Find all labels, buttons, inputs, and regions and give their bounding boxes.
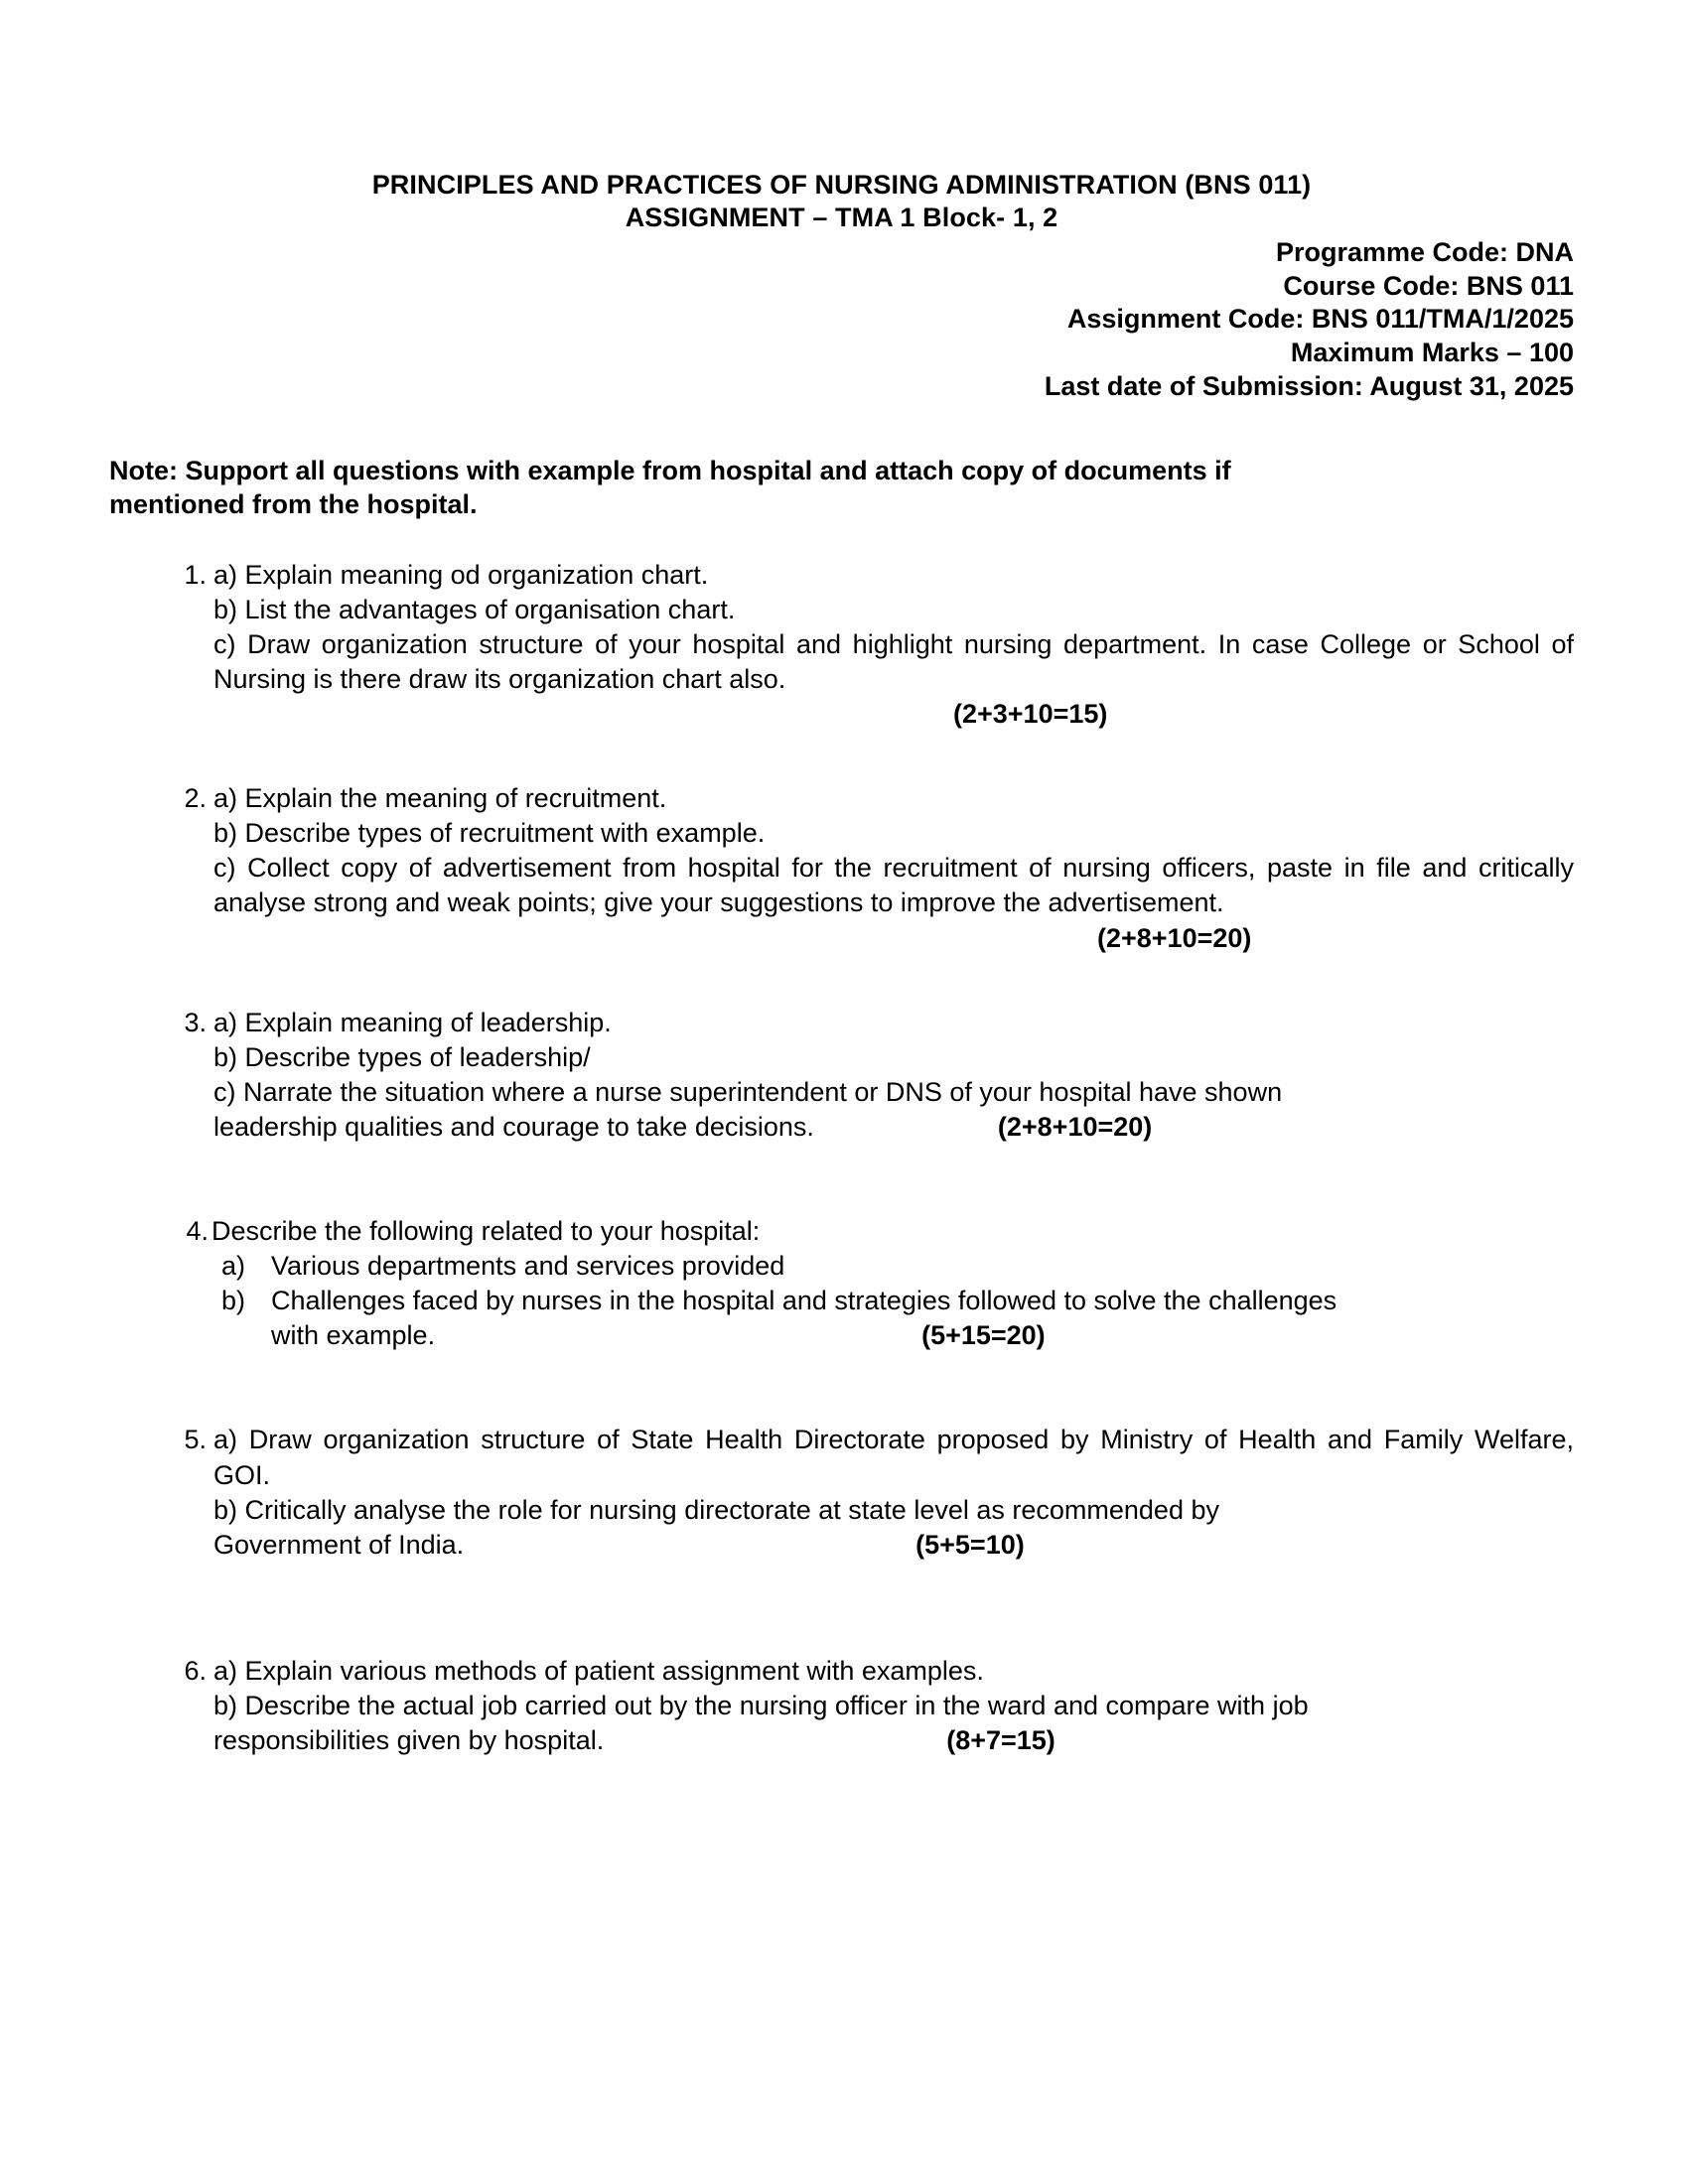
question-6-part-b-line-2: responsibilities given by hospital. <box>213 1724 605 1755</box>
question-1-part-b: b) List the advantages of organisation chart. <box>213 594 736 624</box>
spacer <box>109 1383 1574 1423</box>
question-4-sublist <box>211 1249 1574 1353</box>
question-item-5 <box>109 1423 1574 1562</box>
question-1-part-a: a) Explain meaning od organization chart. <box>213 559 709 590</box>
question-body-6 <box>213 1654 1574 1758</box>
question-4-sub-text-b-line-2-row <box>271 1318 1574 1353</box>
question-3-part-a: a) Explain meaning of leadership. <box>213 1007 612 1037</box>
assignment-code: Assignment Code: BNS 011/TMA/1/2025 <box>1066 304 1574 335</box>
question-6-part-b-line-1: b) Describe the actual job carried out by the nursing officer in the ward and compare with job <box>213 1690 1309 1720</box>
course-code: Course Code: BNS 011 <box>1283 270 1574 301</box>
question-number-5: 5. <box>184 1425 207 1455</box>
question-number-2: 2. <box>184 783 207 814</box>
question-5-part-b-line-1: b) Critically analyse the role for nursing directorate at state level as recommended by <box>213 1494 1219 1525</box>
question-1-part-c: c) Draw organization structure of your hospital and highlight nursing department. In case College or School of Nursing is there draw its organization chart also. <box>213 628 1574 694</box>
question-4-sub-text-a: Various departments and services provided <box>271 1251 785 1282</box>
question-body-5 <box>213 1423 1574 1562</box>
document-title-line-2: ASSIGNMENT – TMA 1 Block- 1, 2 <box>625 202 1058 232</box>
question-5-part-b-line-2: Government of India. <box>213 1529 465 1560</box>
question-3-part-c-line-2: leadership qualities and courage to take decisions. <box>213 1111 814 1142</box>
question-item-1 <box>109 558 1574 732</box>
spacer <box>109 761 1574 781</box>
question-number-6: 6. <box>184 1655 207 1686</box>
question-4-stem: Describe the following related to your hospital: <box>211 1216 761 1247</box>
document-header <box>109 169 1574 234</box>
note-line-2: mentioned from the hospital. <box>109 489 478 520</box>
note-paragraph <box>109 454 1574 522</box>
question-1-marks: (2+3+10=15) <box>953 699 1108 730</box>
question-item-3 <box>109 1006 1574 1145</box>
question-4-sub-item-a <box>211 1249 1574 1284</box>
spacer <box>109 1592 1574 1654</box>
question-number-4: 4. <box>186 1216 209 1247</box>
questions-list <box>109 558 1574 1758</box>
spacer <box>109 986 1574 1006</box>
question-body-3 <box>213 1006 1574 1145</box>
question-item-6 <box>109 1654 1574 1758</box>
question-5-part-b-line-2-row <box>213 1528 1574 1563</box>
question-3-part-b: b) Describe types of leadership/ <box>213 1041 591 1072</box>
question-2-part-a: a) Explain the meaning of recruitment. <box>213 783 667 814</box>
question-2-part-c: c) Collect copy of advertisement from hospital for the recruitment of nursing officers, paste in file and critically analyse strong and weak points; give your suggestions to improve the advertisement. <box>213 853 1574 918</box>
question-5-part-a: a) Draw organization structure of State Health Directorate proposed by Ministry of Health and Family Welfare, GOI. <box>213 1425 1574 1490</box>
programme-code: Programme Code: DNA <box>1275 236 1574 267</box>
note-line-1: Note: Support all questions with example from hospital and attach copy of documents if <box>109 455 1231 485</box>
question-4-sub-text-b-line-1: Challenges faced by nurses in the hospital and strategies followed to solve the challenges <box>271 1286 1337 1316</box>
question-3-marks: (2+8+10=20) <box>997 1111 1153 1142</box>
question-number-3: 3. <box>184 1007 207 1037</box>
document-content <box>109 169 1574 1788</box>
question-4-sub-text-b-line-2: with example. <box>271 1320 436 1351</box>
question-4-sub-label-b: b) <box>221 1286 246 1316</box>
question-2-part-b: b) Describe types of recruitment with example. <box>213 818 766 849</box>
document-title-line-1: PRINCIPLES AND PRACTICES OF NURSING ADMINISTRATION (BNS 011) <box>371 170 1312 200</box>
question-3-part-c-line-2-row <box>213 1110 1574 1145</box>
question-item-2 <box>109 781 1574 955</box>
question-6-part-a: a) Explain various methods of patient assignment with examples. <box>213 1655 984 1686</box>
question-4-sub-item-b <box>211 1284 1574 1353</box>
spacer <box>109 1174 1574 1214</box>
question-4-sub-label-a: a) <box>221 1251 246 1282</box>
question-body-4 <box>211 1214 1574 1353</box>
question-number-1: 1. <box>184 559 207 590</box>
question-body-2 <box>213 781 1574 955</box>
question-6-part-b-line-2-row <box>213 1723 1574 1758</box>
question-4-marks: (5+15=20) <box>921 1320 1046 1351</box>
question-5-marks: (5+5=10) <box>915 1529 1025 1560</box>
question-2-marks: (2+8+10=20) <box>1097 922 1252 953</box>
assignment-meta-block <box>109 236 1574 404</box>
maximum-marks: Maximum Marks – 100 <box>1290 338 1574 368</box>
question-6-marks: (8+7=15) <box>946 1724 1055 1755</box>
last-date-of-submission: Last date of Submission: August 31, 2025 <box>1044 370 1574 401</box>
question-item-4 <box>109 1214 1574 1353</box>
question-3-part-c-line-1: c) Narrate the situation where a nurse superintendent or DNS of your hospital have shown <box>213 1076 1283 1107</box>
question-body-1 <box>213 558 1574 732</box>
